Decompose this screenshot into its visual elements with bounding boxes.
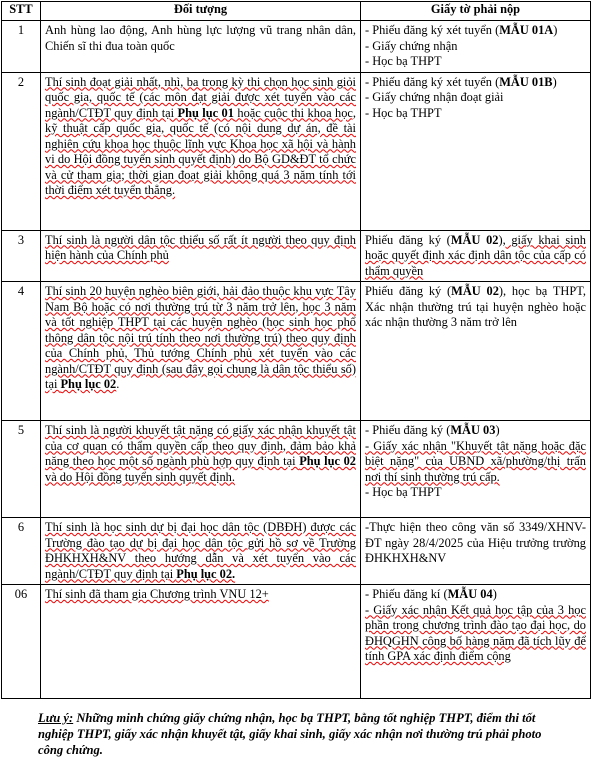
doc-line: - Giấy chứng nhận [365,38,458,53]
header-stt: STT [2,2,41,21]
row-stt: 06 [2,585,41,699]
header-docs: Giấy tờ phải nộp [361,2,591,21]
header-row [2,2,591,21]
doc-line: - Học bạ THPT [365,105,442,120]
row-stt: 4 [2,282,41,421]
doc-line: - Giấy chứng nhận đoạt giải [365,90,504,104]
row-docs [361,585,591,699]
row-stt: 1 [2,21,41,73]
table-row [2,230,591,282]
row-object: Thí sinh là học sinh dự bị đại học dân tộc (DBĐH) được các Trường đào tạo dự bị đại học dân tộc gửi hồ sơ về Trường ĐHKHXH&NV theo hướng dẫn và xét tuyển vào các ngành/CTĐT quy định tại Phụ lục 02. [41,518,361,585]
row-docs: Phiếu đăng ký (MẪU 02), giấy khai sinh hoặc quyết định xác định dân tộc của cấp có thẩm quyền [361,230,591,282]
row-object: Thí sinh là người dân tộc thiểu số rất ít người theo quy định hiện hành của Chính phủ [41,230,361,282]
row-docs [361,72,591,230]
doc-line: - Phiếu đăng ký (MẪU 03) [365,423,500,437]
table-row [2,585,591,699]
table-row [2,282,591,421]
row-object: Thí sinh 20 huyện nghèo biên giới, hải đảo thuộc khu vực Tây Nam Bộ hoặc có nơi thường trú từ 3 năm trở lên, học 3 năm và tốt nghiệp THPT tại các huyện nghèo (học sinh học phổ thông dân tộc nội trú tính theo nơi thường trú) theo quy định của Chính phủ, Thủ tướng Chính phủ xét tuyển vào các ngành/CTĐT quy định (sau đây gọi chung là dân tộc thiểu số) tại Phụ lục 02. [41,282,361,421]
table-row [2,72,591,230]
doc-line: - Phiếu đăng ký xét tuyển (MẪU 01B) [365,74,557,89]
doc-line: - Học bạ THPT [365,54,442,68]
doc-line: - Phiếu đăng ký xét tuyển (MẪU 01A) [365,23,558,37]
table-row [2,518,591,585]
row-stt: 2 [2,72,41,230]
doc-line: - Học bạ THPT [365,485,442,499]
footnote-text: Những minh chứng giấy chứng nhận, học bạ THPT, bằng tốt nghiệp THPT, điểm thi tốt nghiệp THPT, giấy xác nhận khuyết tật, giấy khai sinh, giấy xác nhận nơi thường trú phải photo công chứng. [38,711,542,757]
row-object: Anh hùng lao động, Anh hùng lực lượng vũ trang nhân dân, Chiến sĩ thi đua toàn quốc [41,21,361,73]
doc-line: - Giấy xác nhận "Khuyết tật nặng hoặc đặc biệt nặng" của UBND xã/phường/thị trấn nơi thí sinh thường trú cấp. [365,438,586,484]
table-row [2,421,591,518]
row-object: Thí sinh là người khuyết tật nặng có giấy xác nhận khuyết tật của cơ quan có thẩm quyền cấp theo quy định, đảm bảo khả năng theo học một số ngành phù hợp quy định tại Phụ lục 02 và do Hội đồng tuyển sinh quyết định. [41,421,361,518]
row-stt: 3 [2,230,41,282]
footnote [38,710,558,758]
footnote-label: Lưu ý: [38,711,74,725]
doc-line: - Giấy xác nhận Kết quả học tập của 3 học phần trong chương trình đào tạo đại học, do ĐHQGHN công bố hàng năm đã tích lũy để tính GPA xác định điểm cộng [365,602,586,663]
row-stt: 5 [2,421,41,518]
admission-table [1,1,591,699]
doc-line: - Phiếu đăng kí (MẪU 04) [365,587,497,601]
row-docs [361,421,591,518]
row-docs: -Thực hiện theo công văn số 3349/XHNV-ĐT ngày 28/4/2025 của Hiệu trưởng trường ĐHKHXH&NV [361,518,591,585]
table-row [2,21,591,73]
row-object: Thí sinh đã tham gia Chương trình VNU 12+ [41,585,361,699]
row-object: Thí sinh đoạt giải nhất, nhì, ba trong kỳ thi chọn học sinh giỏi quốc gia, quốc tế (các môn đạt giải được xét tuyển vào các ngành/CTĐT quy định tại Phụ lục 01 hoặc cuộc thi khoa học, kỹ thuật cấp quốc gia, quốc tế (có nội dung dự án, đề tài nghiên cứu khoa học thuộc lĩnh vực Khoa học xã hội và hành vi do Hội đồng tuyển sinh quyết định) do Bộ GD&ĐT tổ chức và cử tham gia; thời gian đoạt giải không quá 3 năm tính tới thời điểm xét tuyển thẳng. [41,72,361,230]
header-object: Đối tượng [41,2,361,21]
row-stt: 6 [2,518,41,585]
row-docs [361,21,591,73]
row-docs: Phiếu đăng ký (MẪU 02), học bạ THPT, Xác nhận thường trú tại huyện nghèo hoặc xác nhận thường 3 năm trở lên [361,282,591,421]
